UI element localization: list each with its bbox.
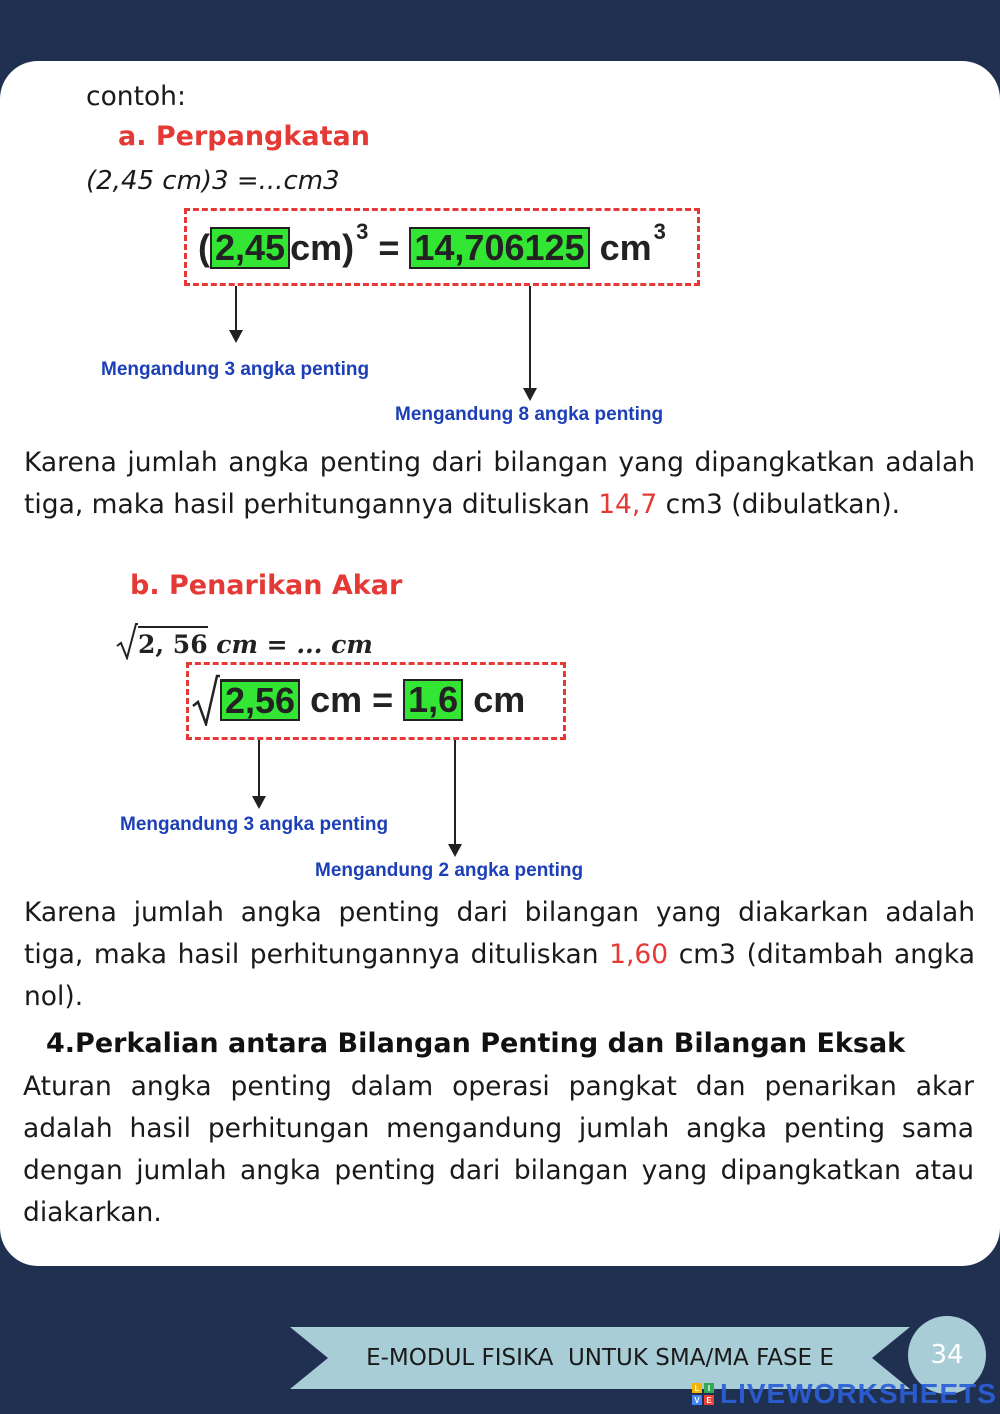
root-result-unit: cm xyxy=(463,679,526,720)
page-number: 34 xyxy=(908,1316,986,1394)
heading-section-4: 4.Perkalian antara Bilangan Penting dan Bilangan Eksak xyxy=(46,1028,906,1059)
liveworksheets-logo xyxy=(692,1378,997,1410)
annotation-a-right: Mengandung 8 angka penting xyxy=(395,404,664,425)
logo-letter-v: V xyxy=(692,1395,702,1405)
explanation-a xyxy=(24,442,975,526)
explanation-a-pre: Karena jumlah angka penting dari bilangan yang dipangkatkan adalah tiga, maka hasil perhitungannya dituliskan xyxy=(24,447,975,520)
explanation-b-post: cm3 (ditambah angka nol). xyxy=(24,939,975,1012)
annotation-a-left: Mengandung 3 angka penting xyxy=(101,359,370,380)
base-highlight: 2,45 xyxy=(210,227,290,269)
footer-title: E-MODUL FISIKA UNTUK SMA/MA FASE E xyxy=(366,1345,834,1371)
liveworksheets-logo-text: LIVEWORKSHEETS xyxy=(720,1378,997,1409)
section-4-text: Aturan angka penting dalam operasi pangkat dan penarikan akar adalah hasil perhitungan mengandung jumlah angka penting sama dengan jumlah angka penting dari bilangan yang dipangkatkan atau diakarkan. xyxy=(23,1071,974,1228)
heading-perpangkatan: a. Perpangkatan xyxy=(118,121,370,152)
arrow-a-right xyxy=(529,286,531,388)
arrow-b-right-head xyxy=(448,844,462,857)
explanation-a-value: 14,7 xyxy=(598,489,658,520)
logo-letter-i: I xyxy=(704,1383,714,1393)
result-highlight: 14,706125 xyxy=(409,227,589,269)
arrow-b-left xyxy=(258,740,260,796)
root-result-highlight: 1,6 xyxy=(403,679,463,721)
formula-akar-radicand: 2, 56 xyxy=(138,626,208,660)
arrow-b-left-head xyxy=(252,796,266,809)
arrow-a-left xyxy=(235,286,237,330)
annotation-b-right: Mengandung 2 angka penting xyxy=(315,860,584,881)
arrow-b-right xyxy=(454,740,456,844)
intro-text: contoh: xyxy=(86,81,186,112)
radicand-highlight: 2,56 xyxy=(220,679,300,722)
explanation-a-post: cm3 (dibulatkan). xyxy=(657,489,901,520)
liveworksheets-logo-icon xyxy=(692,1383,714,1405)
heading-penarikan-akar: b. Penarikan Akar xyxy=(130,570,403,601)
arrow-a-right-head xyxy=(523,388,537,401)
logo-letter-l: L xyxy=(692,1383,702,1393)
root-symbol-small-icon xyxy=(116,622,138,660)
formula-akar xyxy=(116,620,373,660)
radicand-unit: cm = xyxy=(300,679,404,720)
equation-b xyxy=(192,672,525,728)
annotation-b-left: Mengandung 3 angka penting xyxy=(120,814,389,835)
formula-perpangkatan: (2,45 cm)3 =...cm3 xyxy=(86,166,340,196)
paren-open: ( xyxy=(198,227,210,268)
arrow-a-left-head xyxy=(229,330,243,343)
explanation-b xyxy=(24,892,975,1018)
logo-letter-e: E xyxy=(704,1395,714,1405)
result-exponent: 3 xyxy=(653,219,666,244)
exponent: 3 xyxy=(356,219,369,244)
explanation-b-pre: Karena jumlah angka penting dari bilangan yang diakarkan adalah tiga, maka hasil perhitungannya dituliskan xyxy=(24,897,975,970)
root-symbol-icon xyxy=(192,674,220,726)
explanation-b-value: 1,60 xyxy=(609,939,669,970)
equals-sign: = xyxy=(368,227,410,268)
base-unit: cm) xyxy=(290,227,355,268)
formula-akar-rest: cm = ... cm xyxy=(207,630,373,659)
result-unit: cm xyxy=(589,227,652,268)
equation-a xyxy=(198,220,666,276)
